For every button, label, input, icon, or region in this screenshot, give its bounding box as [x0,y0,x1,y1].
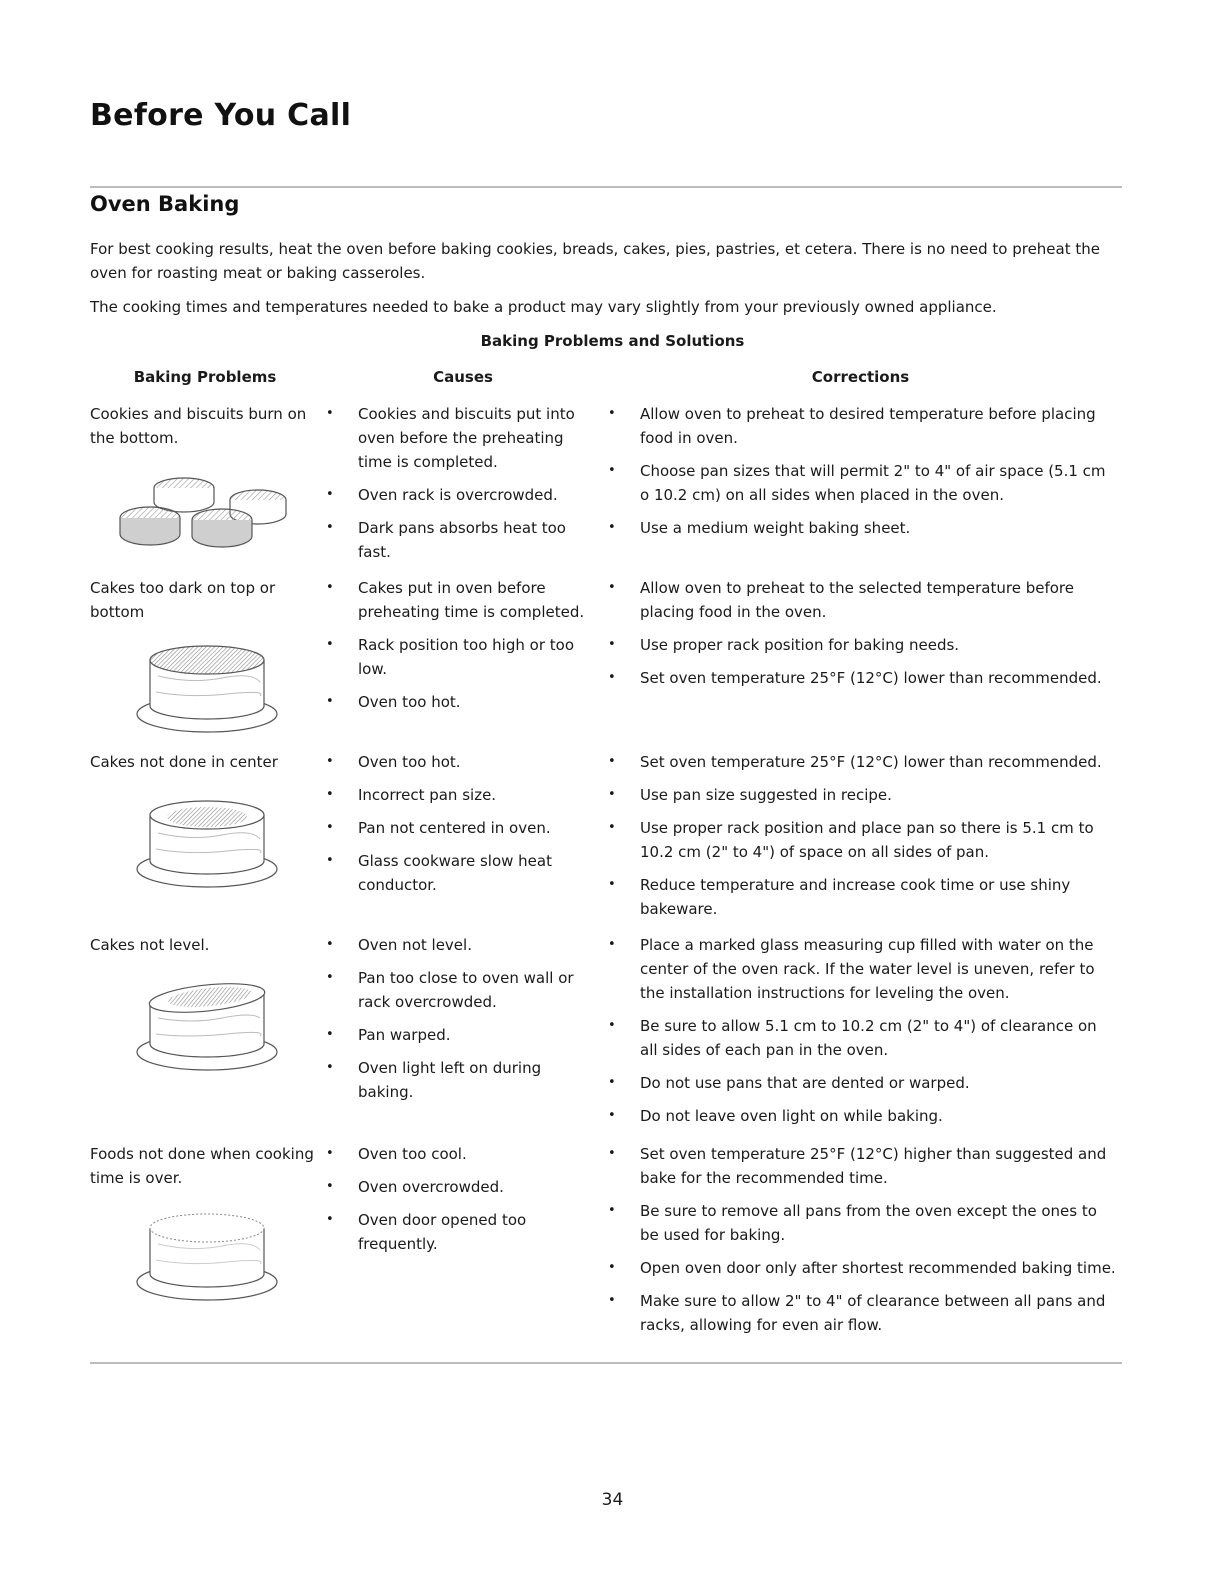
correction-item: • Use proper rack position for baking needs. [608,633,1118,657]
corrections-list [608,1142,1118,1346]
corrections-list [608,576,1118,699]
correction-item: • Set oven temperature 25°F (12°C) lower than recommended. [608,750,1118,774]
cake-not-done-icon [132,795,282,890]
correction-item: • Be sure to remove all pans from the oven except the ones to be used for baking. [608,1199,1118,1247]
problem-text: Cakes not level. [90,936,210,954]
correction-item: • Do not use pans that are dented or warped. [608,1071,1118,1095]
cookies-burn-icon [112,470,292,560]
cause-item: • Oven not level. [326,933,588,957]
problem-text: Foods not done when cooking time is over. [90,1145,314,1187]
cause-item: • Glass cookware slow heat conductor. [326,849,588,897]
cause-item: • Oven too hot. [326,690,596,714]
header-causes: Causes [433,368,493,386]
intro-paragraph-2: The cooking times and temperatures needed to bake a product may vary slightly from your previously owned appliance. [90,298,997,316]
cake-underdone-icon [132,1208,282,1303]
correction-item: • Allow oven to preheat to desired temperature before placing food in oven. [608,402,1118,450]
cause-item: • Oven rack is overcrowded. [326,483,588,507]
causes-list [326,750,588,906]
correction-item: • Choose pan sizes that will permit 2" to 4" of air space (5.1 cm o 10.2 cm) on all sides when placed in the oven. [608,459,1118,507]
correction-item: • Place a marked glass measuring cup filled with water on the center of the oven rack. If the water level is uneven, refer to the installation instructions for leveling the oven. [608,933,1118,1005]
top-divider [90,186,1122,188]
cause-item: • Pan warped. [326,1023,588,1047]
correction-item: • Use a medium weight baking sheet. [608,516,1118,540]
bottom-divider [90,1362,1122,1364]
page-title: Before You Call [90,98,352,133]
cause-item: • Pan not centered in oven. [326,816,588,840]
correction-item: • Allow oven to preheat to the selected temperature before placing food in the oven. [608,576,1118,624]
correction-item: • Do not leave oven light on while baking. [608,1104,1118,1128]
table-title: Baking Problems and Solutions [480,332,745,350]
causes-list [326,402,588,573]
correction-item: • Be sure to allow 5.1 cm to 10.2 cm (2" to 4") of clearance on all sides of each pan in the oven. [608,1014,1118,1062]
correction-item: • Make sure to allow 2" to 4" of clearance between all pans and racks, allowing for even air flow. [608,1289,1118,1337]
causes-list [326,933,588,1113]
causes-list [326,1142,588,1265]
page-number: 34 [601,1490,624,1510]
corrections-list [608,750,1118,930]
intro-paragraph-1: For best cooking results, heat the oven before baking cookies, breads, cakes, pies, pastries, et cetera. There is no need to preheat the oven for roasting meat or baking casseroles. [90,240,1100,282]
problem-text: Cakes not done in center [90,753,278,771]
cake-dark-icon [132,640,282,735]
header-problems: Baking Problems [133,368,277,386]
correction-item: • Open oven door only after shortest recommended baking time. [608,1256,1118,1280]
corrections-list [608,933,1118,1137]
section-title: Oven Baking [90,192,240,216]
cause-item: • Oven door opened too frequently. [326,1208,588,1256]
correction-item: • Use proper rack position and place pan so there is 5.1 cm to 10.2 cm (2" to 4") of space on all sides of pan. [608,816,1118,864]
correction-item: • Use pan size suggested in recipe. [608,783,1118,807]
cause-item: • Pan too close to oven wall or rack overcrowded. [326,966,588,1014]
cause-item: • Oven light left on during baking. [326,1056,588,1104]
cause-item: • Oven too hot. [326,750,588,774]
header-corrections: Corrections [811,368,910,386]
cause-item: • Oven too cool. [326,1142,588,1166]
problem-text: Cakes too dark on top or bottom [90,579,276,621]
cause-item: • Dark pans absorbs heat too fast. [326,516,588,564]
cause-item: • Incorrect pan size. [326,783,588,807]
cause-item: • Cakes put in oven before preheating time is completed. [326,576,596,624]
corrections-list [608,402,1118,549]
cause-item: • Oven overcrowded. [326,1175,588,1199]
correction-item: • Set oven temperature 25°F (12°C) higher than suggested and bake for the recommended time. [608,1142,1118,1190]
correction-item: • Set oven temperature 25°F (12°C) lower than recommended. [608,666,1118,690]
problem-text: Cookies and biscuits burn on the bottom. [90,405,307,447]
correction-item: • Reduce temperature and increase cook time or use shiny bakeware. [608,873,1118,921]
cause-item: • Cookies and biscuits put into oven before the preheating time is completed. [326,402,588,474]
cause-item: • Rack position too high or too low. [326,633,596,681]
causes-list [326,576,596,723]
cake-not-level-icon [132,978,282,1073]
